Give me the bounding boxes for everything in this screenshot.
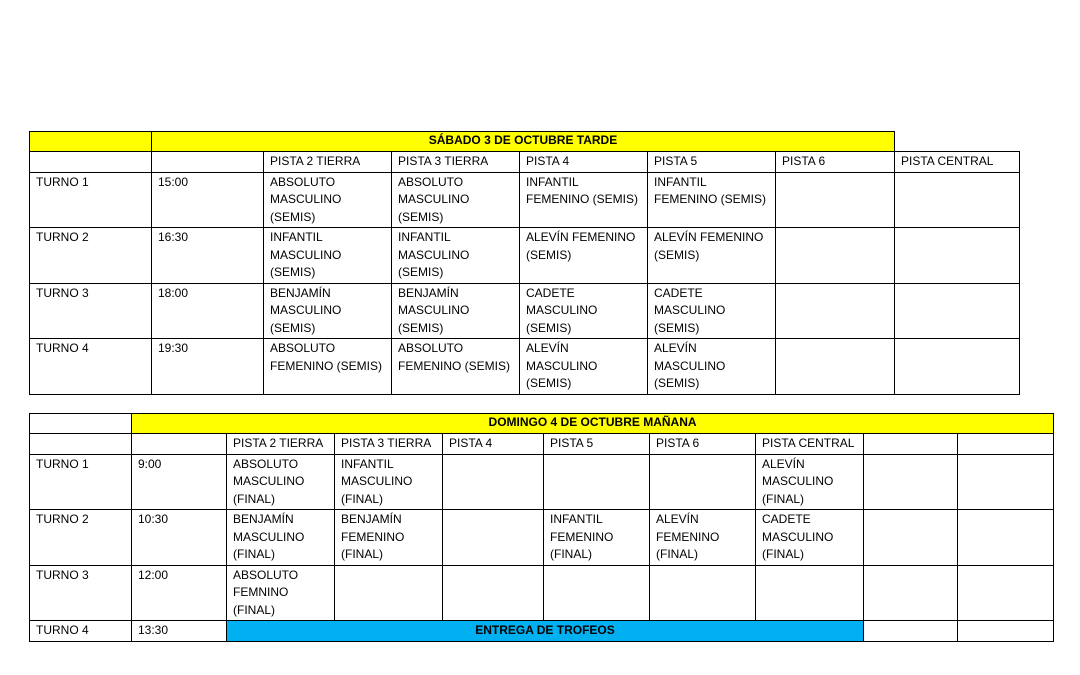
header-blank-cell [30, 414, 132, 434]
table-row [30, 228, 1020, 284]
match-cell [864, 565, 958, 621]
column-header: PISTA 5 [648, 152, 776, 173]
schedule-table-saturday [29, 131, 1020, 395]
match-cell [650, 454, 756, 510]
match-cell [776, 283, 895, 339]
match-cell: ALEVÍN MASCULINO (SEMIS) [648, 339, 776, 395]
match-cell [864, 621, 958, 642]
turno-cell: TURNO 2 [30, 228, 152, 284]
match-cell [864, 510, 958, 566]
match-cell [544, 454, 650, 510]
match-cell [544, 565, 650, 621]
match-cell: BENJAMÍN MASCULINO (SEMIS) [264, 283, 392, 339]
match-cell: ABSOLUTO FEMENINO (SEMIS) [392, 339, 520, 395]
column-header: PISTA 6 [650, 434, 756, 455]
match-cell [895, 228, 1020, 284]
turno-cell: TURNO 1 [30, 172, 152, 228]
column-header [958, 434, 1054, 455]
turno-cell: TURNO 1 [30, 454, 132, 510]
column-header: PISTA 3 TIERRA [335, 434, 443, 455]
turno-cell: TURNO 4 [30, 621, 132, 642]
match-cell: BENJAMÍN FEMENINO (FINAL) [335, 510, 443, 566]
match-cell [958, 565, 1054, 621]
turno-cell: TURNO 3 [30, 565, 132, 621]
trophy-ceremony-banner: ENTREGA DE TROFEOS [227, 621, 864, 642]
match-cell: ABSOLUTO FEMNINO (FINAL) [227, 565, 335, 621]
match-cell: INFANTIL MASCULINO (FINAL) [335, 454, 443, 510]
column-header [864, 434, 958, 455]
match-cell [443, 454, 544, 510]
match-cell [895, 172, 1020, 228]
corner-cell [132, 434, 227, 455]
column-header: PISTA 6 [776, 152, 895, 173]
time-cell: 16:30 [152, 228, 264, 284]
match-cell [864, 454, 958, 510]
time-cell: 19:30 [152, 339, 264, 395]
table-title: SÁBADO 3 DE OCTUBRE TARDE [152, 132, 895, 152]
time-cell: 15:00 [152, 172, 264, 228]
empty-cell [895, 132, 1020, 152]
match-cell: CADETE MASCULINO (SEMIS) [520, 283, 648, 339]
time-cell: 18:00 [152, 283, 264, 339]
turno-cell: TURNO 3 [30, 283, 152, 339]
match-cell: INFANTIL FEMENINO (SEMIS) [520, 172, 648, 228]
column-header: PISTA 4 [443, 434, 544, 455]
match-cell: ABSOLUTO FEMENINO (SEMIS) [264, 339, 392, 395]
match-cell: INFANTIL MASCULINO (SEMIS) [392, 228, 520, 284]
time-cell: 13:30 [132, 621, 227, 642]
corner-cell [30, 152, 152, 173]
match-cell: INFANTIL FEMENINO (FINAL) [544, 510, 650, 566]
corner-cell [152, 152, 264, 173]
match-cell [958, 510, 1054, 566]
match-cell: BENJAMÍN MASCULINO (SEMIS) [392, 283, 520, 339]
table-row [30, 172, 1020, 228]
column-header: PISTA 4 [520, 152, 648, 173]
table-row [30, 621, 1054, 642]
match-cell [443, 510, 544, 566]
match-cell: ALEVÍN FEMENINO (SEMIS) [520, 228, 648, 284]
turno-cell: TURNO 2 [30, 510, 132, 566]
table-row [30, 283, 1020, 339]
match-cell [756, 565, 864, 621]
match-cell [776, 172, 895, 228]
table-title: DOMINGO 4 DE OCTUBRE MAÑANA [132, 414, 1054, 434]
match-cell [958, 621, 1054, 642]
match-cell [335, 565, 443, 621]
match-cell: ALEVÍN MASCULINO (SEMIS) [520, 339, 648, 395]
corner-cell [30, 434, 132, 455]
time-cell: 10:30 [132, 510, 227, 566]
match-cell: ABSOLUTO MASCULINO (SEMIS) [264, 172, 392, 228]
match-cell [776, 228, 895, 284]
match-cell: ALEVÍN FEMENINO (SEMIS) [648, 228, 776, 284]
column-header: PISTA 5 [544, 434, 650, 455]
table-row [30, 454, 1054, 510]
match-cell: CADETE MASCULINO (SEMIS) [648, 283, 776, 339]
time-cell: 9:00 [132, 454, 227, 510]
schedule-table-sunday [29, 413, 1054, 642]
column-header: PISTA 2 TIERRA [227, 434, 335, 455]
turno-cell: TURNO 4 [30, 339, 152, 395]
header-blank-cell [30, 132, 152, 152]
column-header: PISTA 2 TIERRA [264, 152, 392, 173]
match-cell [958, 454, 1054, 510]
column-header: PISTA CENTRAL [895, 152, 1020, 173]
match-cell [776, 339, 895, 395]
match-cell: CADETE MASCULINO (FINAL) [756, 510, 864, 566]
match-cell: ABSOLUTO MASCULINO (SEMIS) [392, 172, 520, 228]
column-header: PISTA 3 TIERRA [392, 152, 520, 173]
column-header: PISTA CENTRAL [756, 434, 864, 455]
match-cell: ALEVÍN FEMENINO (FINAL) [650, 510, 756, 566]
table-row [30, 565, 1054, 621]
match-cell: BENJAMÍN MASCULINO (FINAL) [227, 510, 335, 566]
table-row [30, 339, 1020, 395]
match-cell: INFANTIL MASCULINO (SEMIS) [264, 228, 392, 284]
match-cell: ALEVÍN MASCULINO (FINAL) [756, 454, 864, 510]
table-row [30, 510, 1054, 566]
match-cell [443, 565, 544, 621]
match-cell [895, 339, 1020, 395]
time-cell: 12:00 [132, 565, 227, 621]
match-cell [650, 565, 756, 621]
match-cell: INFANTIL FEMENINO (SEMIS) [648, 172, 776, 228]
match-cell [895, 283, 1020, 339]
match-cell: ABSOLUTO MASCULINO (FINAL) [227, 454, 335, 510]
